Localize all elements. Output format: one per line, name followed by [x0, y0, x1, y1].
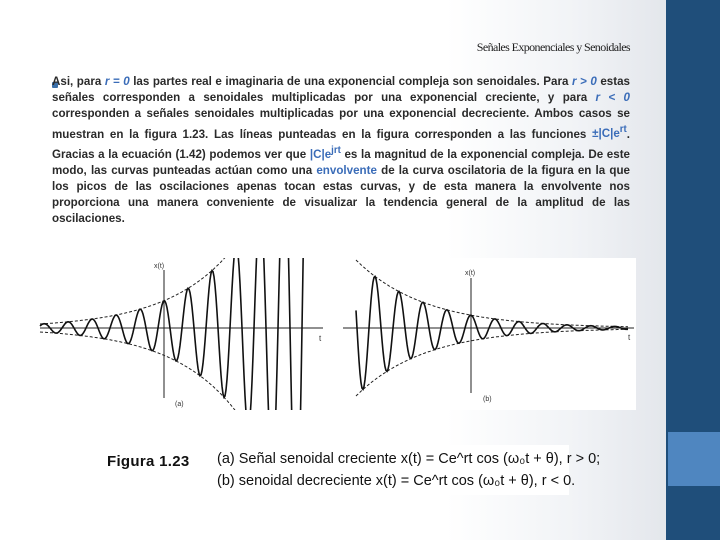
- figure-caption: [105, 445, 601, 495]
- caption-line-b: (b) senoidal decreciente x(t) = Ce^rt cos (ω₀t + θ), r < 0.: [217, 473, 576, 489]
- panel-a-upper-envelope: [40, 258, 308, 324]
- formula-base: |C|e: [309, 147, 332, 161]
- body-paragraph: [52, 74, 630, 228]
- panel-b-signal-curve: [356, 276, 628, 389]
- formula-magnitude: [309, 144, 341, 161]
- text-run: . Gracias a la ecuación (1.42) podemos ver que: [52, 127, 630, 161]
- formula-envelope: [592, 124, 627, 141]
- figure-svg: [38, 258, 636, 410]
- panel-b-ylabel: x(t): [465, 270, 476, 277]
- term-envolvente: envolvente: [316, 163, 377, 177]
- panel-a-tag: (a): [175, 401, 184, 408]
- text-run: es la magnitud de la exponencial compleja. De este modo, las curvas punteadas actúan como una: [52, 147, 631, 177]
- panel-b-tag: (b): [483, 396, 492, 403]
- slide-title: Señales Exponenciales y Senoidales: [476, 40, 630, 54]
- text-run: de la curva oscilatoria de la figura en la que los picos de las oscilaciones apenas tocan estas curvas, y de esta manera la envolvente nos proporciona una manera conveniente de visualizar la tendencia general de la amplitud de las oscilaciones.: [52, 163, 630, 226]
- text-run: estas señales corresponden a senoidales multiplicadas por una exponencial creciente, y para: [52, 75, 630, 105]
- panel-a-xlabel: t: [319, 334, 322, 343]
- formula-exponent: jrt: [331, 144, 341, 156]
- text-run: Asi, para: [52, 75, 105, 88]
- panel-b-upper-envelope: [356, 260, 628, 327]
- panel-a-ylabel: x(t): [154, 263, 165, 270]
- formula-exponent: rt: [619, 124, 627, 136]
- formula-base: ±|C|e: [592, 127, 620, 141]
- text-run: las partes real e imaginaria de una exponencial compleja son senoidales. Para: [129, 75, 572, 88]
- panel-a-signal-curve: [40, 258, 308, 410]
- panel-b: [343, 260, 634, 403]
- condition-r-zero: r = 0: [104, 75, 130, 88]
- panel-b-lower-envelope: [356, 329, 628, 396]
- caption-line-a: (a) Señal senoidal creciente x(t) = Ce^rt cos (ω₀t + θ), r > 0;: [217, 451, 601, 467]
- panel-a: [40, 258, 323, 410]
- condition-r-negative: r < 0: [595, 91, 630, 105]
- caption-label: Figura 1.23: [107, 453, 190, 470]
- panel-b-xlabel: t: [628, 333, 631, 342]
- sidebar-accent-block: [668, 432, 720, 486]
- figure-1-23: [38, 258, 636, 410]
- text-run: corresponden a señales senoidales multiplicadas por una exponencial decreciente. Ambos casos se muestran en la figura 1.23. Las líneas punteadas en la figura corresponden a las funciones: [52, 107, 630, 141]
- condition-r-positive: r > 0: [571, 75, 597, 88]
